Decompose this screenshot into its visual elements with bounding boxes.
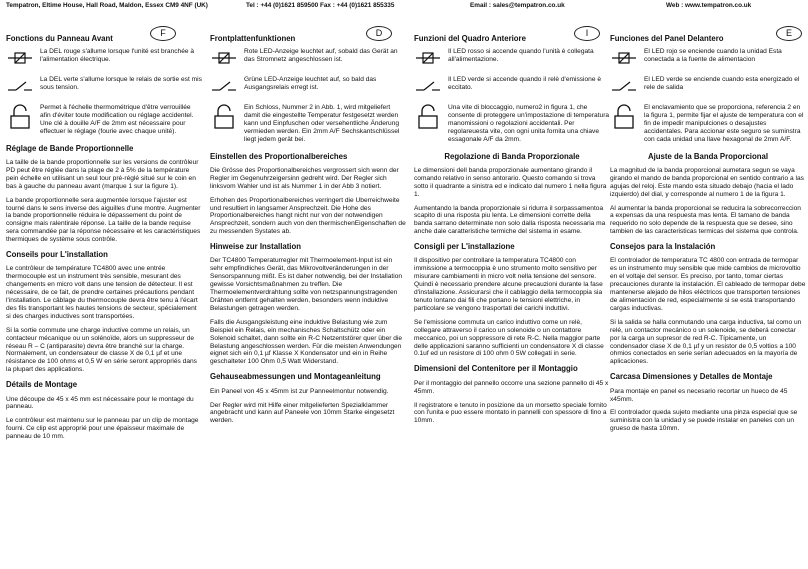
- language-badge: E: [776, 26, 802, 41]
- paragraph: Si la sortie commute une charge inductive comme un relais, un contacteur mécanique ou un solénoïde, alors un suppresseur de réseau R – C (antiparasite) devra être branché sur la charge. Normalement, un condensateur de classe X de 0,1 µf et une résistance de 100 ohms et 0,5 W en série seront appropriés dans la plupart des applications.: [6, 326, 197, 374]
- column-title: Funciones del Panel Delantero: [610, 34, 724, 43]
- paragraph: Erhohen des Proportionalbereiches verringert die Uberreichweite und resultiert in langsamer Ansprechzeit. Die Hohe des Proportionalbereiches hangt nicht nur von der notwendigen Ansprechzeit, sondern auch von den thermischenEigenschaften de zu messenden Systates ab.: [210, 196, 406, 236]
- lock-icon: [210, 104, 238, 130]
- section-title: Dimensioni del Contenitore per il Montaggio: [414, 364, 578, 374]
- paragraph: Le dimensioni dell banda proporzionale aumentano girando il comando relativo in senso antorario. Questo comando si trova sotto il quadrante a sinistra ed e indicato dal numero 1 nella figura 1.: [414, 166, 607, 198]
- red-led-icon: [414, 48, 442, 68]
- paragraph: Die Grösse des Proportionalbereiches vergrossert sich wenn der Regler im Gegenuhrzeigersinn gedreht wird. Der Regler sich linksvom Wahler und ist als Nummer 1 in der Abb 3 notiert.: [210, 166, 399, 190]
- green-led-text: La DEL verte s'allume lorsque le relais de sortie est mis sous tension.: [40, 76, 202, 91]
- section-title: Carcasa Dimensiones y Detalles de Montaje: [610, 372, 773, 382]
- paragraph: El controlador de temperatura TC 4800 con entrada de termopar es un instrumento muy sensible que mide cambios de microvoltio en el voltaje del sensor. Es preciso, por tanto, tomar ciertas precauciones durante la instalación. El cableado de termopar debe mantenerse alejado de hilos eléctricos que transporten tensiones de alimentación de red, especialmente si se está transportando cargas inductivas.: [610, 257, 806, 312]
- section-title: Ajuste de la Banda Proporcional: [647, 151, 768, 161]
- section-title: Consejos para la Instalación: [610, 242, 716, 252]
- header-tel-fax: Tel : +44 (0)1621 859500 Fax : +44 (0)1621 855335: [246, 2, 395, 9]
- language-badge: I: [574, 26, 600, 41]
- lock-icon: [6, 104, 34, 130]
- column-french: [6, 22, 202, 447]
- red-led-icon: [210, 48, 238, 68]
- paragraph: La bande proportionnelle sera augmentée lorsque l'ajuster est tourné dans le sens inverse des aiguilles d'une montre. Augmenter la bande proportionnelle réduira le dépassement du point de consigne mais ralentirale réponse. La taille de la bande requise sera commandée par la réponse nécessaire et les caractéristiques thermiques de système sous contrôle.: [6, 196, 201, 244]
- red-led-icon: [6, 48, 34, 68]
- relay-switch-icon: [6, 76, 34, 96]
- paragraph: Le contrôleur est maintenu sur le panneau par un clip de montage fourni. Ce clip est approprié pour une épaisseur maximale de panneau de 10 mm.: [6, 417, 199, 441]
- red-led-text: Rote LED-Anzeige leuchtet auf, sobald das Gerät an das Stromnetz angeschlossen ist.: [244, 48, 398, 63]
- column-title: Funzioni del Quadro Anteriore: [414, 34, 526, 43]
- section-title: Hinweise zur Installation: [210, 242, 301, 252]
- column-spanish: [610, 22, 806, 439]
- column-title: Fonctions du Panneau Avant: [6, 34, 113, 43]
- lock-text: Ein Schloss, Nummer 2 in Abb. 1, wird mitgeliefert damit die eingestellte Temperatur festgesetzt werden kann und Einpfuschen oder versehentliche Änderung vermieden werden. Ein 2mm A/F Sechskantschlüssel liegt jedem gerät bei.: [244, 104, 400, 143]
- paragraph: La magnitud de la banda proporcional aumetara segun se vaya girando el mando de banda proporcional en sentido contrario a las agujas del reloj. Este mando esta situado debajo (hacia el lado izquierdo) del dial, y corresponde al numero 1 de la figura 1.: [610, 166, 804, 198]
- section-title: Einstellen des Proportionalbereiches: [210, 151, 348, 161]
- relay-switch-icon: [210, 76, 238, 96]
- section-title: Consigli per L'installazione: [414, 242, 515, 252]
- paragraph: Il dispositivo per controllare la temperatura TC4800 con immissione a termocoppia è uno strumento molto sensitivo per misurare cambiamenti in micro volt nella tensione del sensore. Quindi è necessario prendere alcune precauzioni durante la fase d'installazione. Assicurarsi che il cablaggio della termocoppia sia tenuto lontano dai fili che portano le tensioni elettriche, in particolare se vengono trasportati dei carichi induttivi.: [414, 257, 603, 312]
- column-german: [210, 22, 406, 431]
- lock-icon: [610, 104, 638, 130]
- language-badge: F: [150, 26, 176, 41]
- section-title: Conseils pour L'installation: [6, 250, 108, 260]
- lock-text: Permet à l'échelle thermométrique d'être verrouillée afin d'éviter toute modification ou réglage accidentel. Une clé à douille A/F de 2mm est nécessaire pour effectuer le réglage (fourie avec chaque unité).: [40, 104, 194, 135]
- red-led-text: Il LED rosso si accende quando l'unità è collegata all'alimentazione.: [448, 48, 594, 63]
- paragraph: Al aumentar la banda proporcional se reducira la sobrecorreccion a expensas da una respuesta mas lenta. El tamano de banda requerido no solo depende de la respuesta que se desee, sino tambien de las caracteristicas termicas del sistema que controla.: [610, 204, 801, 236]
- paragraph: Aumentando la banda proporzionale si ridurra il sorpassamentoa scapito di una risposta piu lenta. Le dimensioni corrette della banda sarrano determinate non solo dalla risposta necessaria ma anche dale caratteristiche termiche del sistema in esame.: [414, 204, 606, 236]
- header-email: Email : sales@tempatron.co.uk: [470, 2, 565, 9]
- paragraph: Ein Paneel von 45 x 45mm ist zur Panneelmontur notwendig.: [210, 387, 389, 395]
- paragraph: Der Regler wird mit Hilfe einer mitgelieferten Spezialklammer angebracht und kann auf Paneele von 10mm Starke eingesetzt werden.: [210, 401, 395, 425]
- section-title: Réglage de Bande Proportionnelle: [6, 143, 134, 153]
- lock-text: Una vite di bloccaggio, numero2 in figura 1, che consente di proteggere un'impostazione di temperatura manomissioni o regolazioni accidentali. Per regolareuesta vite, con ogni unita fornita una chiave essagonale A/F da 2mm.: [448, 104, 610, 143]
- section-title: Gehauseabmessungen und Montageanleitung: [210, 372, 381, 382]
- header-address: Tempatron, Eltime House, Hall Road, Maldon, Essex CM9 4NF (UK): [6, 2, 208, 9]
- green-led-text: Grüne LED-Anzeige leuchtet auf, so bald das Ausgangsrelais erregt ist.: [244, 76, 377, 91]
- section-title: Regolazione di Banda Proporzionale: [444, 151, 580, 161]
- column-italian: [414, 22, 610, 431]
- red-led-icon: [610, 48, 638, 68]
- paragraph: Para montaje en panel es necesario recortar un hueco de 45 x45mm.: [610, 387, 788, 403]
- paragraph: Per il montaggio del pannello occorre una sezione pannello di 45 x 45mm.: [414, 379, 609, 395]
- paragraph: Il registratore e tenuto in posizione da un morsetto speciale fornito con l'unita e puo essere montato in pannelli con spessore di fino a 10mm.: [414, 401, 607, 425]
- red-led-text: La DEL rouge s'allume lorsque l'unité est branchée à l'alimentation électrique.: [40, 48, 195, 63]
- paragraph: Si la salida se halla conmutando una carga inductiva, tal como un relé, un contactor mecánico o un solenoide, se deberá conectar por la carga un supresor de red R-C. Típicamente, un condensador clase X de 0,1 µf y un resistor de 0,5 voltios a 100 ohmios conectados en serie serían adecuados en la mayoría de aplicaciones.: [610, 318, 802, 366]
- paragraph: La taille de la bande proportionnelle sur les versions de contrôleur PD peut être réglée dans la plage de 2 à 5% de la température pein échelle en utilisant un seul tour pré-réglé situé sur le coin en bas à gauche du panneau avant (marque 1 sur la figure 1).: [6, 158, 199, 190]
- red-led-text: El LED rojo se enciende cuando la unidad Esta conectada a la fuente de alimentacion: [644, 48, 782, 63]
- paragraph: El controlador queda sujeto mediante una pinza especial que se suministra con la unidad y se puede instalar en paneles con un grueso de hasta 10mm.: [610, 409, 798, 433]
- header-web: Web : www.tempatron.co.uk: [666, 2, 752, 9]
- paragraph: Der TC4800 Temperaturregler mit Thermoelement-Input ist ein sehr empfindliches Gerät, das Mikrovoltveränderungen in der Sensorspannung mißt. Es ist daher notwendig, bei der Installation gewisse Vorsichtsmaßnahmen zu treffen. Die Thermoelementverdrahtung sollte von netzspannungstragenden Drähten entfernt gehalten werden, besonders wenn induktive Belastungen getragen werden.: [210, 257, 403, 312]
- paragraph: Se l'emissione commuta un carico induttivo come un relè, collegare attraverso il carico un solenoide o un contattore meccanico, poi un soppressore di rete R-C. Nella maggior parte delle applicazioni saranno sufficienti un condensatore X di classe 0.1uf ed un resistore di 100 ohm 0 5W collegati in serie.: [414, 318, 604, 358]
- section-title: Détails de Montage: [6, 380, 78, 390]
- lock-text: El enclavamiento que se proporciona, referencia 2 en la figura 1, permite fijar el ajuste de temperatura con el fin de impedir manipulciones o desajustes accidentales. Para accionar este seguro se suminstra con cada unidad una llave hexagonal de 2mm A/F.: [644, 104, 804, 143]
- language-badge: D: [366, 26, 392, 41]
- relay-switch-icon: [610, 76, 638, 96]
- green-led-text: Il LED verde si accende quando il relè d'emissione è eccitato.: [448, 76, 602, 91]
- column-title: Frontplattenfunktionen: [210, 34, 296, 43]
- green-led-text: El LED verde se enciende cuando esta energizado el rele de salida: [644, 76, 800, 91]
- paragraph: Falls die Ausgangsleistung eine induktive Belastung wie zum Beispiel ein Relais, ein mechanisches Schaltschütz oder ein Solenoid schaltet, dann sollte ein R-C Netzentstörer quer über die Belastung angeschlossen werden. Für die meisten Anwendungen eignet sich ein 0,1 µf Klasse X Kondensator und ein in Reihe geschalteter 100 Ohm 0,5 Watt Widerstand.: [210, 318, 403, 366]
- paragraph: Une découpe de 45 x 45 mm est nécessaire pour le montage du panneau.: [6, 395, 194, 411]
- relay-switch-icon: [414, 76, 442, 96]
- lock-icon: [414, 104, 442, 130]
- paragraph: Le contrôleur de température TC4800 avec une entrée thermocouple est un instrument très sensible, mesurant des changements en micro volt dans une tension de détecteur. Il est nécessaire, de ce fait, de prendre certaines précautions pendant l'installation. Le câblage du thermocouple devra être tenu à l'écart des fils transportant les hautes tensions de secteur, spécialement si des charges inductives sont transportées.: [6, 265, 198, 320]
